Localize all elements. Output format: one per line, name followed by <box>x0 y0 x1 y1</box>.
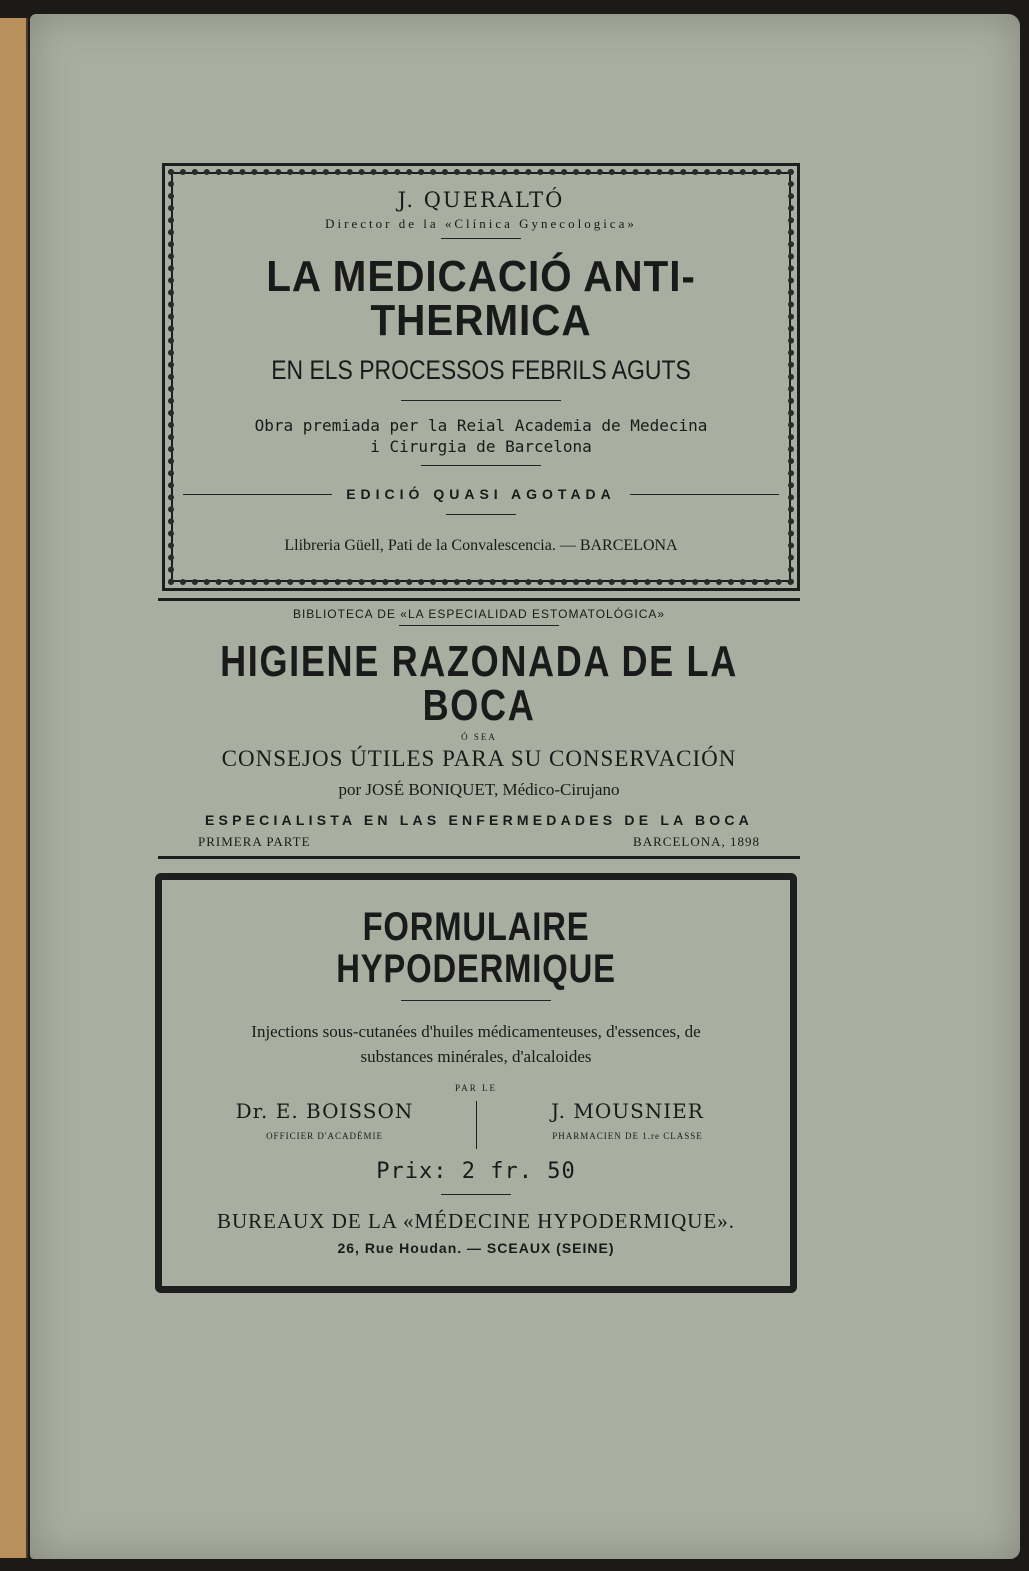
ad3-address: 26, Rue Houdan. — SCEAUX (SEINE) <box>337 1240 615 1256</box>
ad2-o-sea: Ó SEA <box>461 732 497 742</box>
ad2-subtitle: CONSEJOS ÚTILES PARA SU CONSERVACIÓN <box>221 746 737 771</box>
ad3-price: Prix: 2 fr. 50 <box>376 1159 576 1184</box>
ad2-series: BIBLIOTECA DE «LA ESPECIALIDAD ESTOMATOLÓGICA» <box>292 607 666 621</box>
ad1-rule-2 <box>401 400 561 401</box>
ad2-title: HIGIENE RAZONADA DE LA BOCA <box>220 637 738 730</box>
ad3-author-1-name: Dr. E. BOISSON <box>235 1099 414 1123</box>
ad1-rule-4 <box>446 514 516 515</box>
ad2-author: por JOSÉ BONIQUET, Médico-Cirujano <box>338 780 620 799</box>
ad2-place-year: BARCELONA, 1898 <box>633 834 760 849</box>
ad3-rule-2 <box>441 1194 511 1195</box>
ad2-rule-1 <box>399 625 559 626</box>
ad3-author-2 <box>493 1099 763 1141</box>
book-spine-edge <box>0 18 28 1558</box>
ad3-author-1 <box>190 1099 460 1141</box>
ad3-title: FORMULAIRE HYPODERMIQUE <box>336 905 616 991</box>
ad3-authors-divider <box>476 1101 477 1149</box>
separator-line-1 <box>158 598 800 601</box>
ad2-footer <box>198 834 760 850</box>
ad1-subtitle: EN ELS PROCESSOS FEBRILS AGUTS <box>271 355 691 385</box>
ad3-author-1-role: OFFICIER D'ACADÉMIE <box>266 1131 383 1141</box>
ad1-rule-1 <box>441 238 521 239</box>
ad-formulaire-hypodermique <box>155 873 797 1293</box>
ad1-title: LA MEDICACIÓ ANTI-THERMICA <box>266 252 696 345</box>
ad3-par-le: PAR LE <box>455 1083 497 1093</box>
ad1-edition-row <box>183 486 779 502</box>
ad3-bureau: BUREAUX DE LA «MÉDECINE HYPODERMIQUE». <box>216 1209 736 1233</box>
ad2-specialty: ESPECIALISTA EN LAS ENFERMEDADES DE LA BOCA <box>205 812 753 828</box>
ad-medicacio-antithermica <box>162 163 800 591</box>
ad3-authors <box>162 1099 790 1149</box>
ad1-rule-3 <box>421 465 541 466</box>
ad3-desc-line-2: substances minérales, d'alcaloides <box>360 1047 592 1066</box>
ad1-award-line-1: Obra premiada per la Reial Academia de Medecina <box>254 416 708 435</box>
ad1-edition-right-line <box>630 494 779 495</box>
ad1-edition: EDICIÓ QUASI AGOTADA <box>346 486 616 502</box>
ad3-author-2-name: J. MOUSNIER <box>551 1099 704 1123</box>
ad1-author: J. QUERALTÓ <box>397 188 565 212</box>
ad3-desc-line-1: Injections sous-cutanées d'huiles médicamenteuses, d'essences, de <box>251 1022 701 1041</box>
ad1-award-line-2: i Cirurgia de Barcelona <box>370 437 592 456</box>
ad1-address: Llibreria Güell, Pati de la Convalescencia. — BARCELONA <box>284 537 678 554</box>
ad3-description <box>162 1019 790 1069</box>
ad1-edition-left-line <box>183 494 332 495</box>
ad3-author-2-role: PHARMACIEN DE 1.re CLASSE <box>552 1131 703 1141</box>
ad1-author-role: Director de la «Clínica Gynecologica» <box>325 216 637 231</box>
ad3-rule-1 <box>401 1000 551 1001</box>
separator-line-2 <box>158 856 800 859</box>
ad-higiene-boca <box>158 607 800 850</box>
ad2-part: PRIMERA PARTE <box>198 834 311 849</box>
